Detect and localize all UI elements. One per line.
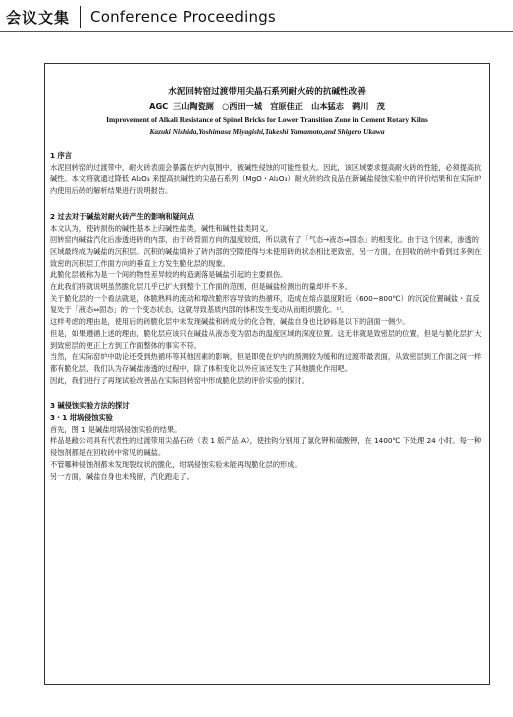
section-gap bbox=[50, 386, 484, 396]
section-title: 1 序言 bbox=[50, 151, 72, 160]
paper-title-en: Improvement of Alkali Resistance of Spinel Bricks for Lower Transition Zone in Cement Rotary Kilns bbox=[106, 115, 428, 124]
paper-authors-en: Kazuki Nishida,Yoshimasa Miyagishi,Takeshi Yamamoto,and Shigero Ukawa bbox=[149, 127, 385, 136]
paragraph: 此脆化层被称为是一个间的物性差异较的构造剥落是碱盐引起的主要损伤。 bbox=[50, 270, 288, 280]
header-title-cn: 会议文集 bbox=[6, 8, 71, 27]
paragraph: 这样考虑的理由是，使用后的砖脆化层中未发现碱盐和砖成分的化合物，碱盐自身也比砂砾是以下的剖面一侧少。 bbox=[50, 317, 410, 327]
paragraph: 样品是敝公司具有代表性的过渡带用尖晶石砖（表 1 版产品 A），使挂钩分别用了氯化钾和硫酸钾，在 1400℃ 下处理 24 小时。每一种侵蚀剂都是在回收砖中常见的碱盐。 bbox=[50, 436, 482, 458]
section-title: 2 过去对于碱盐对耐火砖产生的影响和疑问点 bbox=[50, 211, 195, 221]
paragraph: 当然，在实际窑炉中助论还受到热循环等其他因素的影响，但是即使在炉内的预测较为缓和的过渡带最表面，从致密层到工作面之间一样都有脆化层，我们认为存碱盐渗透的过程中，除了体积变化以外应该还发生了其他脆化作用吧。 bbox=[50, 352, 482, 373]
paragraph: 另一方面，碱盐自身也未残留，汽化跑走了。 bbox=[50, 471, 194, 481]
paragraph: 水泥回转窑的过渡带中，耐火砖表面会暴露在炉内氛围中，被碱性侵蚀的可能性很大。因此，该区域要求提高耐火砖的性能，必须提高抗碱性。本文将就通过降低 Al₂O₃ 来提高抗碱性的尖晶石系列（MgO・Al₂O₃）耐火砖的改良品在新碱盐侵蚀实验中的评价结果和在实际炉内使用后砖的解析结果进行说明报告。 bbox=[50, 162, 482, 196]
paper-body bbox=[50, 150, 484, 482]
section-title: 3 碱侵蚀实验方法的探讨 bbox=[50, 401, 130, 411]
paragraph: 但是，如果遵循上述的理由，脆化层应该只在碱盐从液态变为固态的温度区域的深度位置。这无非就是致密层的位置，但是与脆化层扩大到致密层的更正上方到工作面整体的事实不符。 bbox=[50, 328, 482, 350]
paragraph: 本文认为，使砖损伤的碱性基本上归碱性盐类，碱性和碱性盐类同义。 bbox=[50, 223, 273, 233]
paragraph: 因此，我们进行了再现试验改善品在实际回转窑中形成脆化层的评价实验的探讨。 bbox=[50, 375, 309, 385]
paragraph: 回转窑内碱盐汽化后渗透进砖的内部，由于砖背面方向的温度较低，所以就有了「气态→液态⇒固态」的相变化。由于这个因素，渗透的区域最终成为碱盐的沉积层。沉积的碱盐填补了砖内部的空隙使得与未使用砖的状态相比更致密，另一方面，在回收的砖中看到过多例在致密的沉积层工作面方向的垂直上方发生脆化层的现象。 bbox=[50, 235, 482, 268]
paragraph: 关于脆化层的一个看法就是，体脆熟料的流动和增改脆形容导致的热循环，造成在熔点温度附近（600~800℃）的沉淀位置碱盐・直反复处于「液态⇔固态」的一个变态状态，这就导致基质内部的体积发生变动从而组织脆化。¹⁾。 bbox=[50, 293, 480, 315]
running-header bbox=[6, 4, 276, 30]
subsection-title: 3・1 坩埚侵蚀实验 bbox=[50, 413, 113, 423]
paper-title-cn: 水泥回转窑过渡带用尖晶石系列耐火砖的抗碱性改善 bbox=[168, 87, 366, 97]
header-divider bbox=[80, 6, 81, 28]
header-rule bbox=[0, 31, 513, 32]
paper-authors-cn: AGC 三山陶瓷厕 ○西田一城 宫原佳正 山本猛志 鹈川 茂 bbox=[149, 101, 385, 111]
title-block bbox=[44, 86, 490, 138]
section-gap bbox=[50, 197, 484, 207]
header-title-en: Conference Proceedings bbox=[90, 8, 276, 26]
paragraph: 在此我们将就说明虽然脆化层几乎已扩大到整个工作面的范围，但是碱盐检测出的量却并不多。 bbox=[50, 282, 352, 292]
paragraph: 不管哪种侵蚀剂都未发现裂纹状的脆化，坩埚侵蚀实验未能再现脆化层的形成。 bbox=[50, 459, 302, 469]
paragraph: 首先，图 1 是碱盐坩埚侵蚀实验的结果。 bbox=[50, 424, 182, 434]
